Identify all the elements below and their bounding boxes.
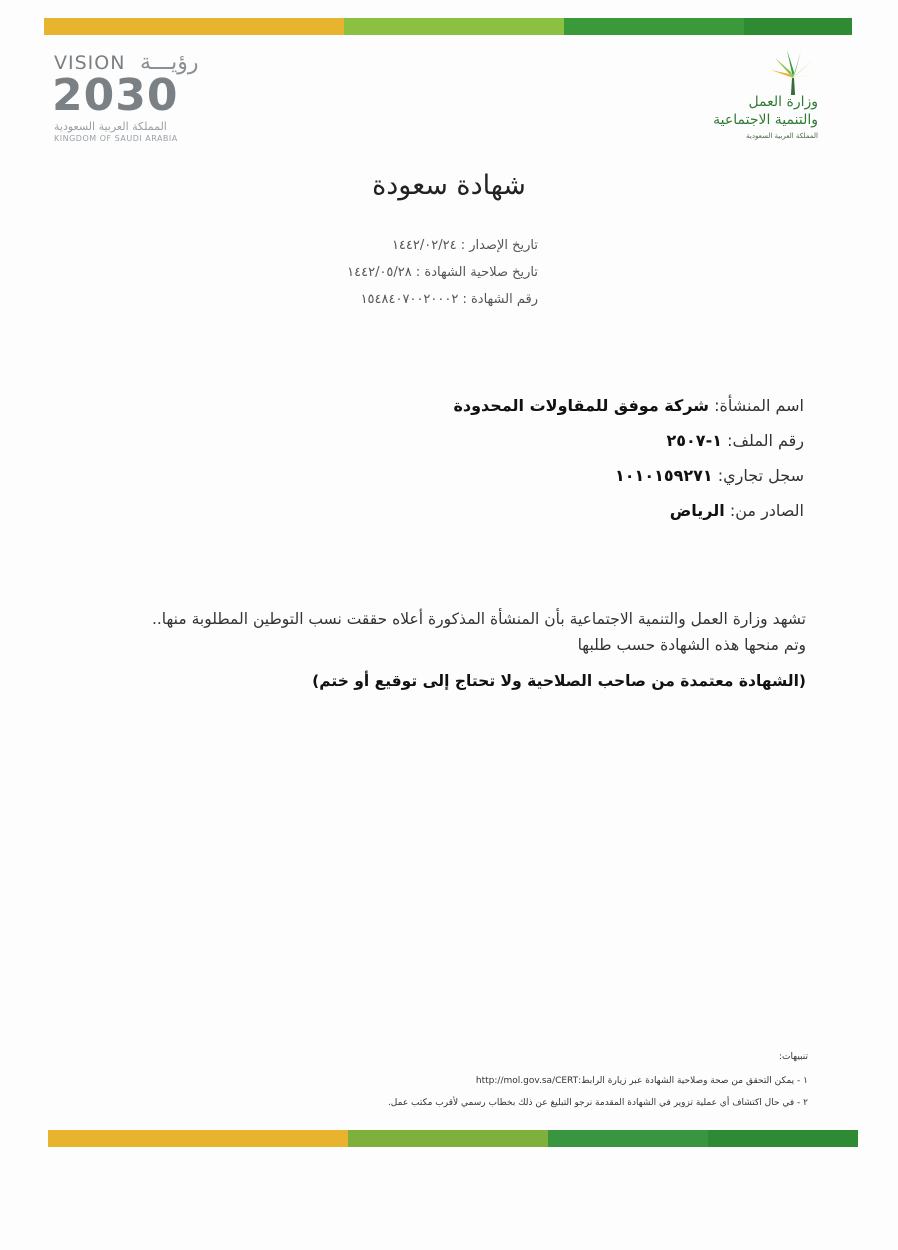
cr-label: سجل تجاري:: [717, 466, 804, 485]
bottom-bar-darkgreen: [708, 1130, 858, 1147]
top-bar-lightgreen: [344, 18, 564, 35]
top-color-bar: [44, 18, 852, 35]
notes-heading: تنبيهات:: [778, 1052, 808, 1062]
ministry-name-line1: وزارة العمل: [748, 94, 818, 110]
bottom-bar-lightgreen: [348, 1130, 548, 1147]
issued-from-value: الرياض: [669, 501, 725, 520]
ministry-name-line2: والتنمية الاجتماعية: [713, 112, 818, 128]
expiry-date: تاريخ صلاحية الشهادة : ١٤٤٢/٠٥/٢٨: [347, 265, 538, 280]
bottom-color-bar: [48, 1130, 858, 1147]
certificate-approval-note: (الشهادة معتمدة من صاحب الصلاحية ولا تحتاج إلى توقيع أو ختم): [312, 672, 806, 690]
ministry-logo: [698, 48, 818, 148]
page-title: شهادة سعودة: [372, 170, 526, 201]
issue-date: تاريخ الإصدار : ١٤٤٢/٠٢/٢٤: [391, 238, 538, 253]
certificate-statement: تشهد وزارة العمل والتنمية الاجتماعية بأن المنشأة المذكورة أعلاه حققت نسب التوطين المطلوبة منها..: [151, 610, 806, 628]
issued-from-label: الصادر من:: [729, 501, 804, 520]
vision-ar-text: رؤيـــة: [140, 50, 199, 75]
bottom-bar-yellow: [48, 1130, 348, 1147]
commercial-register-row: [615, 466, 804, 485]
vision-text: VISION: [54, 52, 126, 74]
certificate-number: رقم الشهادة : ١٥٤٨٤٠٧٠٠٢٠٠٠٢: [360, 292, 538, 307]
establishment-name-row: [453, 396, 804, 415]
file-value: ١-٢٥٠٧: [666, 431, 722, 450]
kingdom-ar-text: المملكة العربية السعودية: [54, 120, 167, 133]
file-label: رقم الملف:: [727, 431, 804, 450]
note-2: ٢ - في حال اكتشاف أي عملية تزوير في الشهادة المقدمة نرجو التبليغ عن ذلك بخطاب رسمي لأقرب مكتب عمل.: [387, 1098, 808, 1108]
certificate-granted: وتم منحها هذه الشهادة حسب طلبها: [577, 636, 806, 654]
issued-from-row: [670, 501, 804, 520]
ministry-name-line3: المملكة العربية السعودية: [746, 132, 818, 140]
cr-value: ١٠١٠١٥٩٢٧١: [615, 466, 713, 485]
establishment-value: شركة موفق للمقاولات المحدودة: [453, 396, 709, 415]
vision-2030-logo: [52, 50, 202, 145]
top-bar-yellow: [44, 18, 344, 35]
top-bar-darkgreen: [744, 18, 852, 35]
top-bar-green: [564, 18, 744, 35]
file-number-row: [667, 431, 805, 450]
kingdom-en-text: KINGDOM OF SAUDI ARABIA: [54, 134, 178, 143]
palm-leaf-icon: [768, 48, 818, 96]
note-1: ١ - يمكن التحقق من صحة وصلاحية الشهادة عبر زيارة الرابط:http://mol.gov.sa/CERT: [475, 1076, 808, 1086]
vision-year: 2030: [52, 70, 179, 121]
establishment-label: اسم المنشأة:: [714, 396, 804, 415]
bottom-bar-green: [548, 1130, 708, 1147]
